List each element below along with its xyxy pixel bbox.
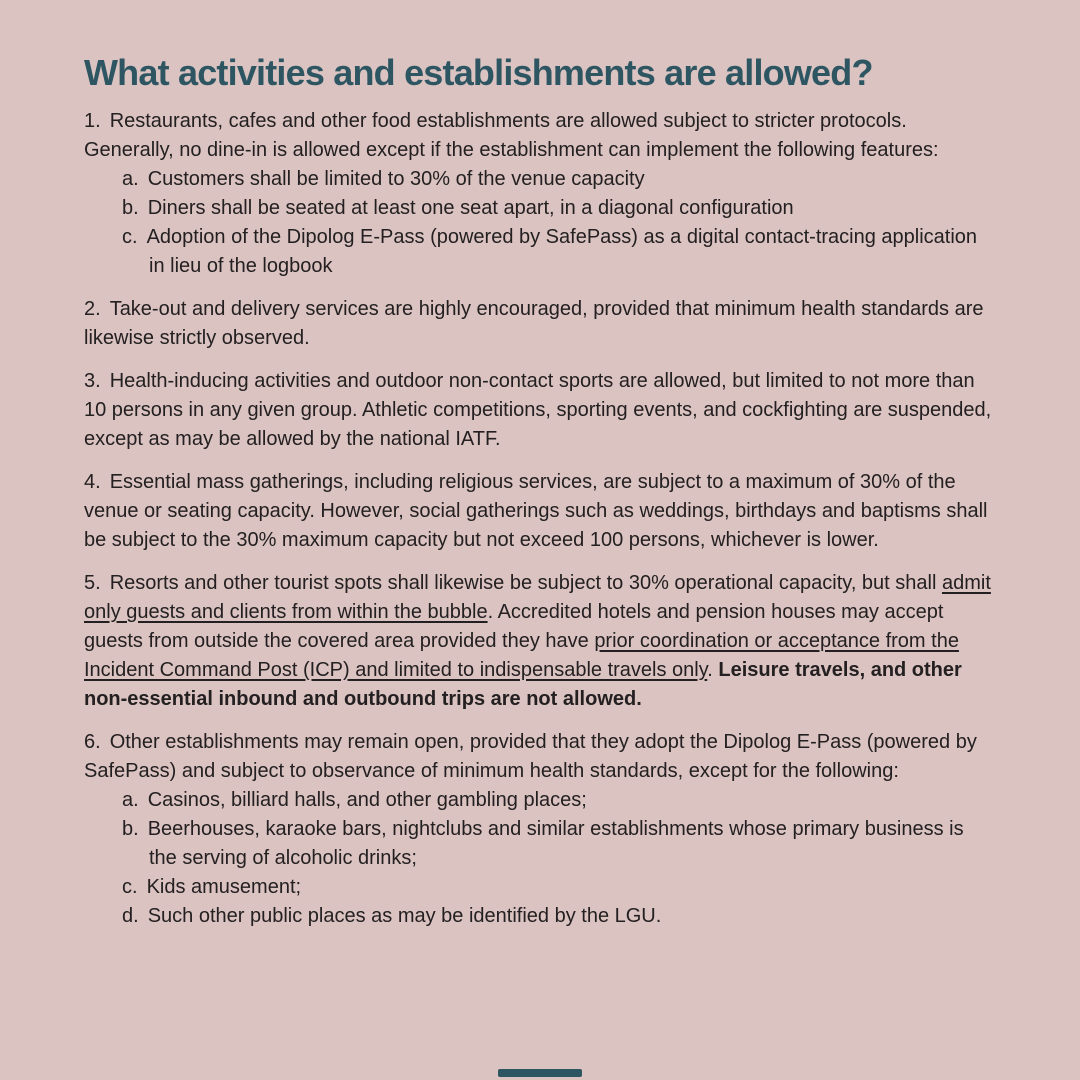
page-title: What activities and establishments are allowed? (84, 52, 873, 93)
text-segment: . Accredited hotels and pension houses may accept guests from outside the covered area provided they have (84, 601, 944, 652)
item-paragraph (84, 569, 996, 714)
sub-item-letter: c. (122, 876, 138, 898)
text-segment: Adoption of the Dipolog E-Pass (powered by SafePass) as a digital contact-tracing application in lieu of the logbook (146, 226, 978, 277)
item-number: 3. (84, 370, 101, 392)
text-segment: Kids amusement; (146, 876, 302, 898)
sub-list-item-c (122, 873, 996, 902)
sub-item-letter: c. (122, 226, 138, 248)
sub-item-letter: a. (122, 168, 139, 190)
sub-list-item-c (122, 223, 996, 281)
item-paragraph (84, 367, 996, 454)
sub-list-item-b (122, 194, 996, 223)
text-segment: . (707, 659, 719, 681)
sub-list-item-b (122, 815, 996, 873)
list-item-1 (84, 107, 996, 281)
item-paragraph (84, 107, 996, 165)
text-segment: Other establishments may remain open, provided that they adopt the Dipolog E-Pass (powered by SafePass) and subject to observance of minimum health standards, except for the following: (84, 731, 977, 782)
sub-list-item-d (122, 902, 996, 931)
sub-item-letter: b. (122, 197, 139, 219)
item-number: 6. (84, 731, 101, 753)
item-paragraph (84, 728, 996, 786)
text-segment: Diners shall be seated at least one seat apart, in a diagonal configuration (147, 197, 794, 219)
list-item-6 (84, 728, 996, 931)
list-item-2 (84, 295, 996, 353)
text-segment: Beerhouses, karaoke bars, nightclubs and similar establishments whose primary business is the serving of alcoholic drinks; (147, 818, 964, 869)
text-segment: Leisure travels, and other non-essential inbound and outbound trips are not allowed. (84, 659, 962, 710)
item-number: 1. (84, 110, 101, 132)
text-segment: Such other public places as may be identified by the LGU. (147, 905, 662, 927)
list-item-3 (84, 367, 996, 454)
sub-list (84, 786, 996, 931)
text-segment: prior coordination or acceptance from the Incident Command Post (ICP) and limited to indispensable travels only (84, 630, 959, 681)
item-paragraph (84, 468, 996, 555)
item-number: 2. (84, 298, 101, 320)
page-indicator-bar (498, 1069, 582, 1077)
item-paragraph (84, 295, 996, 353)
list-item-4 (84, 468, 996, 555)
text-segment: admit only guests and clients from within the bubble (84, 572, 991, 623)
item-number: 4. (84, 471, 101, 493)
sub-list-item-a (122, 786, 996, 815)
text-segment: Customers shall be limited to 30% of the venue capacity (147, 168, 645, 190)
item-number: 5. (84, 572, 101, 594)
text-segment: Take-out and delivery services are highly encouraged, provided that minimum health standards are likewise strictly observed. (84, 298, 984, 349)
text-segment: Restaurants, cafes and other food establishments are allowed subject to stricter protocols. Generally, no dine-in is allowed except if the establishment can implement the following features: (84, 110, 939, 161)
text-segment: Health-inducing activities and outdoor non-contact sports are allowed, but limited to not more than 10 persons in any given group. Athletic competitions, sporting events, and cockfighting are suspended, except as may be allowed by the national IATF. (84, 370, 992, 450)
sub-item-letter: a. (122, 789, 139, 811)
sub-item-letter: d. (122, 905, 139, 927)
text-segment: Essential mass gatherings, including religious services, are subject to a maximum of 30% of the venue or seating capacity. However, social gatherings such as weddings, birthdays and baptisms shall be subject to the 30% maximum capacity but not exceed 100 persons, whichever is lower. (84, 471, 988, 551)
sub-item-letter: b. (122, 818, 139, 840)
sub-list (84, 165, 996, 281)
sub-list-item-a (122, 165, 996, 194)
list-item-5 (84, 569, 996, 714)
document-body (84, 107, 996, 931)
text-segment: Casinos, billiard halls, and other gambling places; (147, 789, 587, 811)
text-segment: Resorts and other tourist spots shall likewise be subject to 30% operational capacity, but shall (109, 572, 942, 594)
